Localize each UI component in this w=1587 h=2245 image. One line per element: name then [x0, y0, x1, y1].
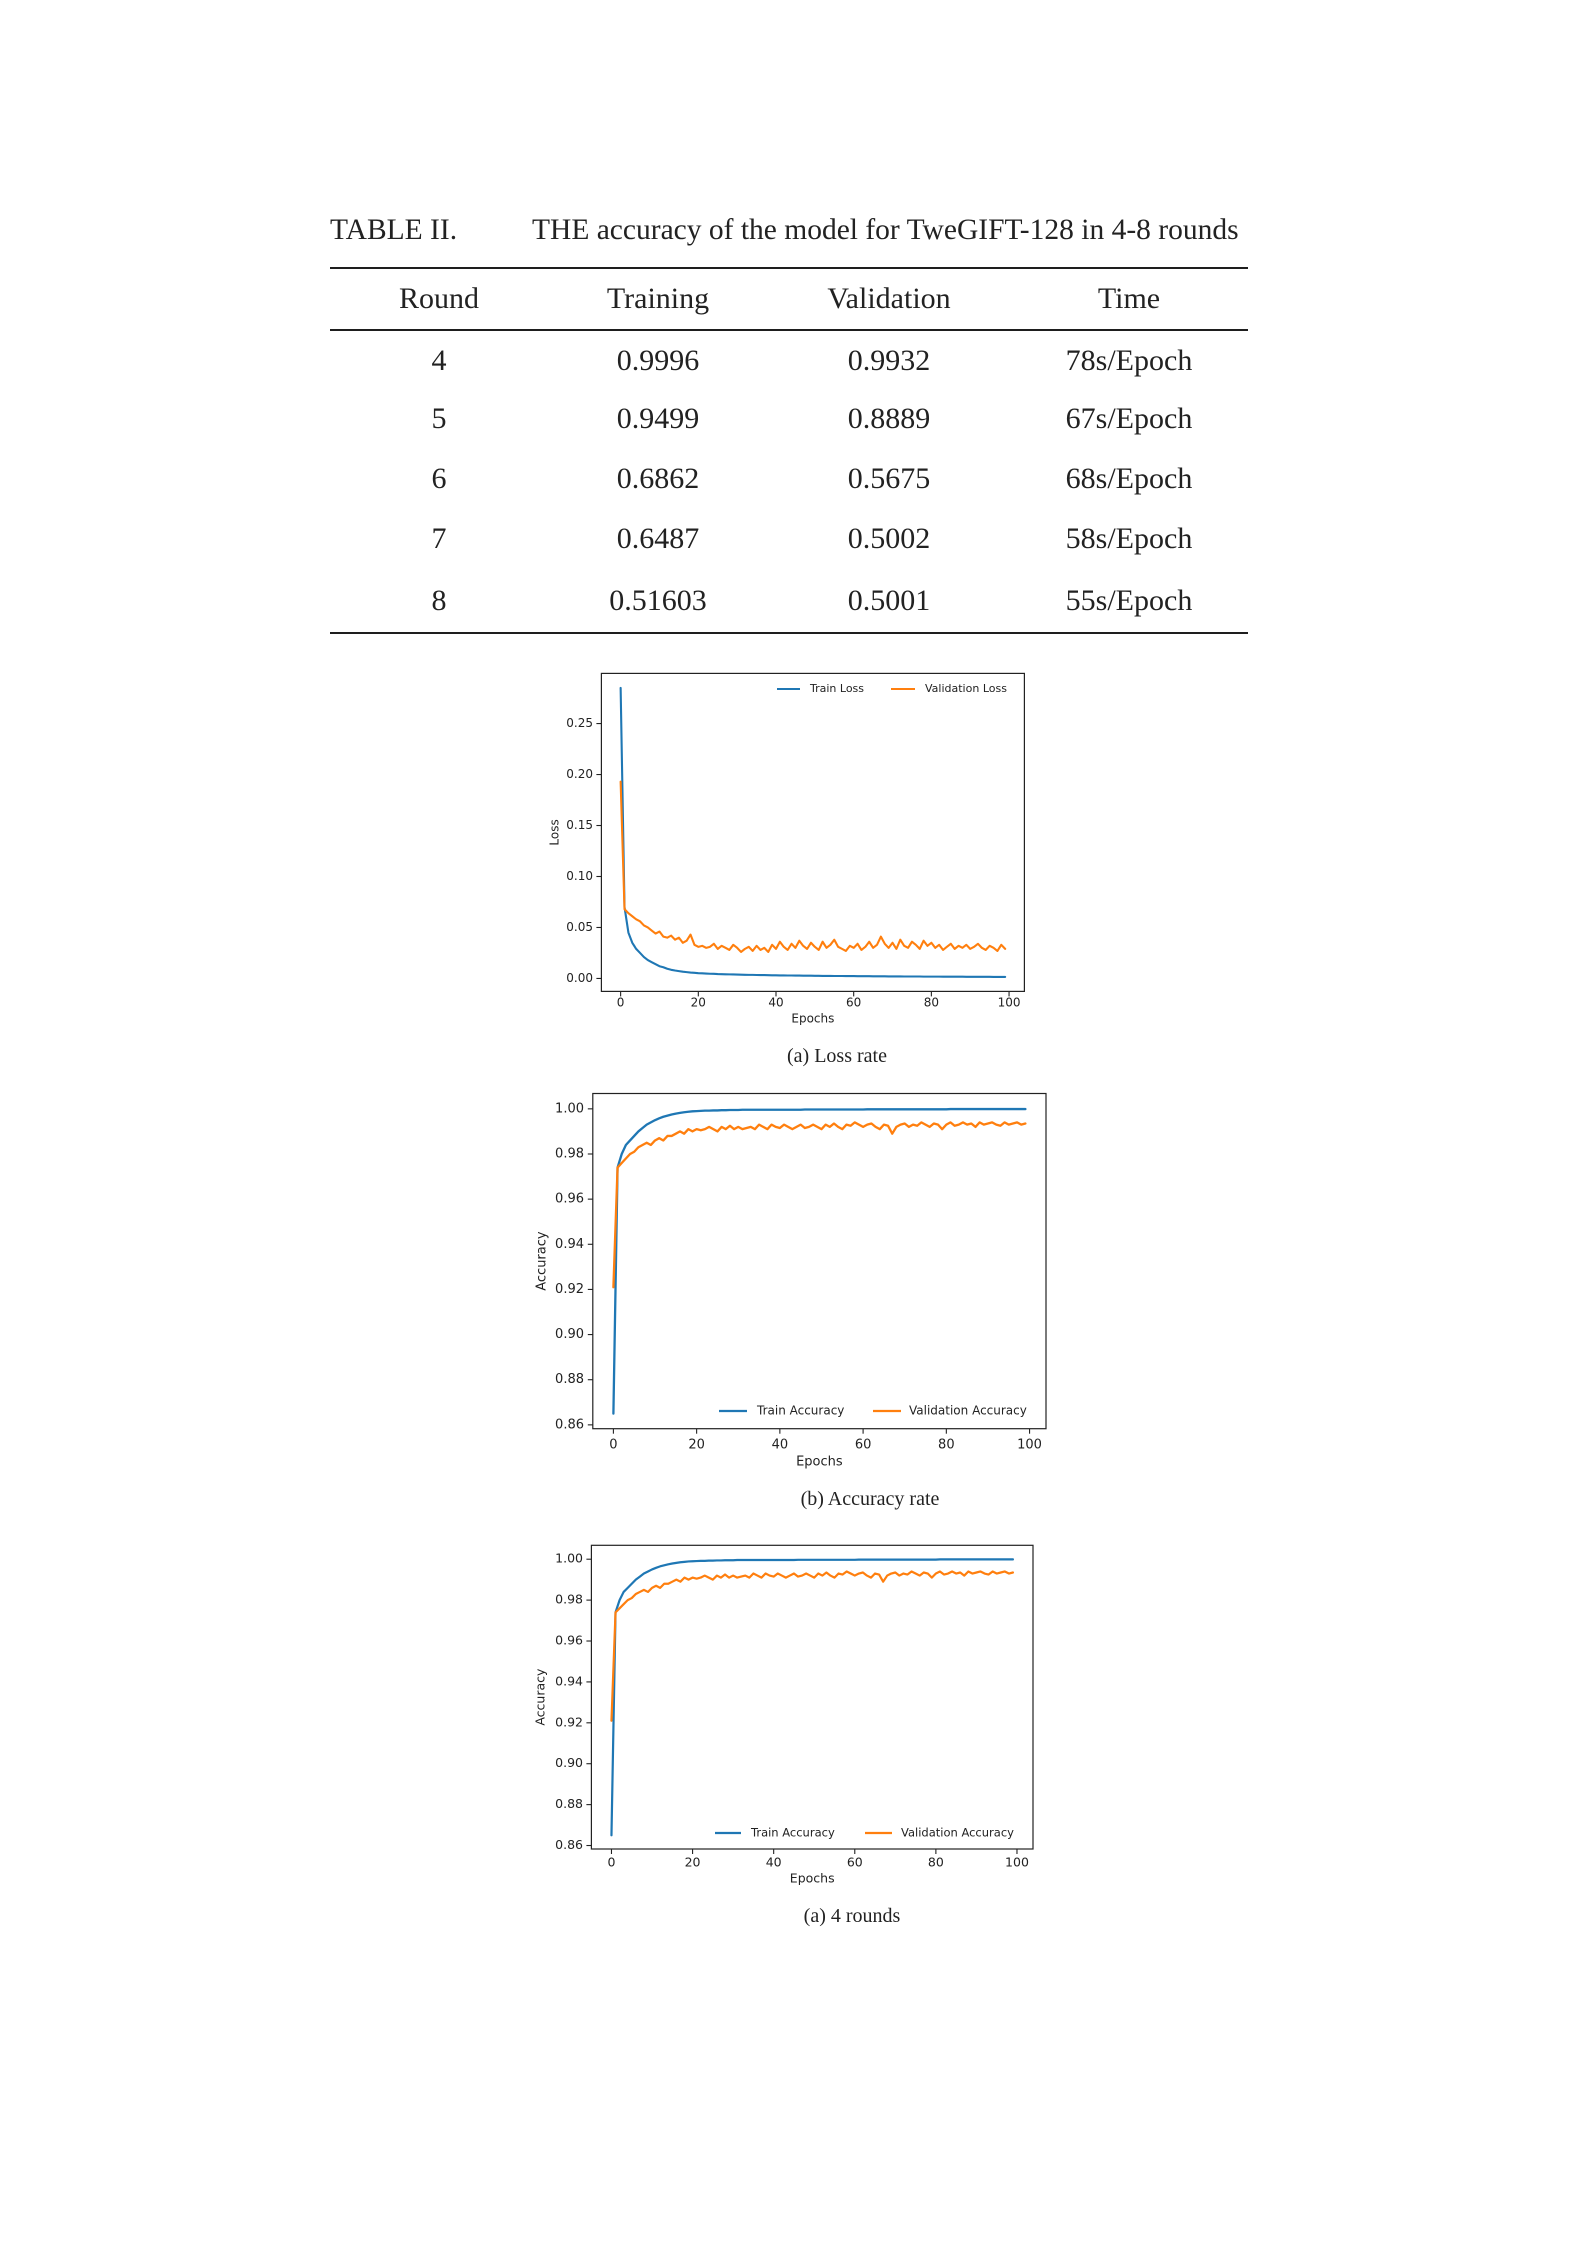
- table-cell-training: 0.9499: [616, 402, 700, 435]
- series-line-train-accuracy: [611, 1559, 1012, 1835]
- table-header-row: [330, 269, 1248, 329]
- y-tick-label: 0.25: [566, 716, 593, 731]
- x-tick-label: 0: [609, 1437, 618, 1453]
- legend-label-train-accuracy: Train Accuracy: [757, 1403, 845, 1418]
- x-tick-label: 100: [997, 995, 1021, 1010]
- figure-caption-4-rounds: (a) 4 rounds: [803, 1905, 901, 1927]
- y-tick-label: 0.90: [555, 1327, 584, 1343]
- y-tick-label: 0.90: [555, 1755, 583, 1771]
- table-header-time: Time: [1097, 282, 1161, 315]
- plot-frame: [593, 1094, 1046, 1429]
- legend-label-validation-accuracy: Validation Accuracy: [909, 1403, 1027, 1418]
- table-cell-time: 58s/Epoch: [1065, 522, 1193, 555]
- table-header-training: Training: [606, 282, 710, 315]
- table-cell-validation: 0.5675: [847, 462, 931, 495]
- x-axis-label: Epochs: [796, 1454, 843, 1470]
- table-header-validation: Validation: [827, 282, 951, 315]
- table-cell-time: 68s/Epoch: [1065, 462, 1193, 495]
- x-tick-label: 20: [688, 1437, 705, 1453]
- x-axis-label: Epochs: [791, 1011, 835, 1026]
- x-tick-label: 40: [765, 1854, 782, 1870]
- legend-label-train-loss: Train Loss: [810, 682, 865, 695]
- y-tick-label: 0.88: [555, 1372, 584, 1388]
- accuracy-4-rounds-chart: [520, 1530, 1060, 1900]
- y-axis-label: Loss: [547, 819, 562, 846]
- x-tick-label: 100: [1017, 1437, 1042, 1453]
- table-cell-time: 55s/Epoch: [1065, 584, 1193, 617]
- x-tick-label: 20: [684, 1854, 701, 1870]
- y-tick-label: 0.92: [555, 1714, 583, 1730]
- series-line-validation-accuracy: [611, 1571, 1012, 1720]
- y-tick-label: 0.92: [555, 1281, 584, 1297]
- table-row: [330, 571, 1248, 631]
- table-cell-validation: 0.8889: [847, 402, 931, 435]
- x-tick-label: 40: [771, 1437, 789, 1453]
- y-tick-label: 0.94: [555, 1236, 584, 1252]
- table-header-round: Round: [398, 282, 479, 315]
- y-tick-label: 0.86: [555, 1837, 583, 1853]
- x-tick-label: 80: [938, 1437, 955, 1453]
- loss-chart: [530, 660, 1050, 1040]
- x-tick-label: 40: [768, 995, 784, 1010]
- table-cell-validation: 0.5001: [847, 584, 931, 617]
- x-tick-label: 60: [846, 1854, 863, 1870]
- x-axis-label: Epochs: [789, 1870, 835, 1886]
- y-tick-label: 0.96: [555, 1191, 584, 1207]
- series-line-validation-accuracy: [613, 1122, 1025, 1287]
- x-tick-label: 80: [923, 995, 940, 1010]
- y-tick-label: 0.00: [566, 970, 593, 985]
- y-axis-label: Accuracy: [534, 1231, 550, 1291]
- table-row: [330, 331, 1248, 391]
- table-cell-training: 0.6862: [616, 462, 700, 495]
- figure-caption-accuracy: (b) Accuracy rate: [800, 1488, 940, 1510]
- series-line-validation-loss: [621, 782, 1006, 952]
- table-cell-validation: 0.5002: [847, 522, 931, 555]
- table-cell-round: 8: [431, 584, 447, 617]
- y-tick-label: 0.10: [566, 868, 593, 883]
- table-cell-round: 4: [431, 344, 447, 377]
- x-tick-label: 100: [1005, 1854, 1029, 1870]
- x-tick-label: 60: [846, 995, 862, 1010]
- x-tick-label: 20: [690, 995, 706, 1010]
- y-tick-label: 0.05: [566, 919, 593, 934]
- table-cell-training: 0.51603: [609, 584, 707, 617]
- table-row: [330, 509, 1248, 569]
- y-axis-label: Accuracy: [532, 1668, 548, 1726]
- table-cell-training: 0.6487: [616, 522, 700, 555]
- table-row: [330, 389, 1248, 449]
- table-cell-round: 5: [431, 402, 447, 435]
- x-tick-label: 0: [607, 1854, 616, 1870]
- y-tick-label: 0.96: [555, 1632, 583, 1648]
- table-cell-validation: 0.9932: [847, 344, 931, 377]
- table-row: [330, 449, 1248, 509]
- legend-label-train-accuracy: Train Accuracy: [751, 1825, 835, 1840]
- table-label: TABLE II.: [330, 214, 458, 246]
- plot-frame: [591, 1545, 1033, 1849]
- y-tick-label: 0.98: [555, 1146, 584, 1162]
- x-tick-label: 60: [854, 1437, 872, 1453]
- y-tick-label: 0.20: [566, 767, 593, 782]
- table-bottom-rule: [330, 632, 1248, 634]
- table-cell-time: 78s/Epoch: [1065, 344, 1193, 377]
- y-tick-label: 0.88: [555, 1796, 583, 1812]
- y-tick-label: 0.15: [566, 818, 593, 833]
- table-cell-round: 6: [431, 462, 447, 495]
- y-tick-label: 0.94: [555, 1673, 583, 1689]
- x-tick-label: 0: [616, 995, 625, 1010]
- table-cell-time: 67s/Epoch: [1065, 402, 1193, 435]
- series-line-train-loss: [621, 688, 1006, 977]
- legend-label-validation-loss: Validation Loss: [925, 682, 1007, 695]
- table-caption: THE accuracy of the model for TweGIFT-128 in 4-8 rounds: [532, 214, 1239, 246]
- accuracy-chart: [520, 1080, 1070, 1480]
- table-cell-training: 0.9996: [616, 344, 700, 377]
- figure-caption-loss: (a) Loss rate: [787, 1045, 887, 1067]
- series-line-train-accuracy: [613, 1109, 1025, 1414]
- y-tick-label: 0.98: [555, 1591, 583, 1607]
- x-tick-label: 80: [927, 1854, 944, 1870]
- y-tick-label: 1.00: [555, 1550, 583, 1566]
- y-tick-label: 0.86: [555, 1417, 584, 1433]
- table-cell-round: 7: [431, 522, 447, 555]
- y-tick-label: 1.00: [555, 1101, 584, 1117]
- legend-label-validation-accuracy: Validation Accuracy: [901, 1825, 1014, 1840]
